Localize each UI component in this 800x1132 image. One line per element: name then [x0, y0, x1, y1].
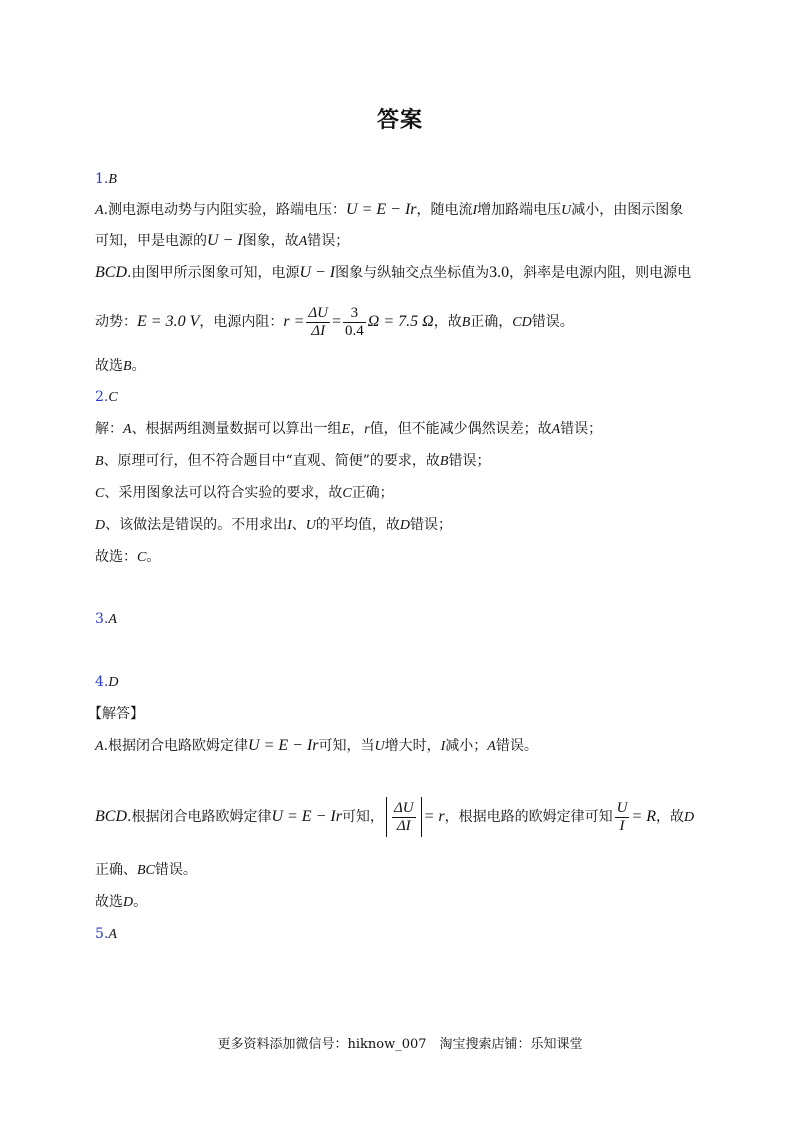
q4-header: [95, 673, 118, 692]
q2-header: [95, 388, 118, 407]
q4-line-1: A.根据闭合电路欧姆定律U = E − Ir可知，当U增大时，I减小；A错误。: [95, 737, 538, 754]
q4-line-4: 故选D。: [95, 894, 148, 910]
q5-answer: A: [108, 927, 117, 942]
q2-line-5: 故选：C。: [95, 549, 161, 565]
q3-number: 3.: [95, 611, 109, 627]
q5-header: [95, 925, 117, 944]
q4-line-3: 正确、BC错误。: [95, 862, 197, 878]
q2-answer: C: [108, 390, 118, 405]
q2-number: 2.: [95, 389, 109, 405]
q1-line-1: A.测电源电动势与内阻实验，路端电压：U = E − Ir，随电流I增加路端电压U减小，由图示图象: [95, 201, 684, 218]
q5-number: 5.: [95, 926, 109, 942]
absolute-value: $\frac{\Delta U}{\Delta I}$: [386, 797, 422, 837]
q4-number: 4.: [95, 674, 109, 690]
q2-line-3: C、采用图象法可以符合实验的要求，故C正确；: [95, 485, 394, 501]
q2-line-2: B、原理可行，但不符合题目中“直观、简便”的要求，故B错误；: [95, 453, 491, 469]
q3-answer: A: [108, 612, 117, 627]
q1-header: [95, 170, 117, 189]
formula-u-e-ir: U = E − Ir: [346, 201, 417, 218]
q1-line-5: 故选B。: [95, 358, 146, 374]
fraction-3-over-0.4: $\frac{3}{0.4}$: [345, 304, 364, 339]
q4-line-2: BCD.根据闭合电路欧姆定律U = E − Ir可知， $\frac{\Delta U}{\Delta I}$ = r，根据电路的欧姆定律可知 $\frac{U}{I}$ = R，故D: [95, 797, 694, 838]
q2-line-1: 解：A、根据两组测量数据可以算出一组E，r值，但不能减少偶然误差；故A错误；: [95, 421, 603, 437]
q2-line-4: D、该做法是错误的。不用求出I、U的平均值，故D错误；: [95, 517, 453, 533]
page-footer: 更多资料添加微信号：hiknow_007 淘宝搜索店铺：乐知课堂: [217, 1037, 583, 1052]
page-title: 答案: [376, 107, 423, 133]
q1-number: 1.: [95, 171, 109, 187]
q1-answer: B: [108, 172, 117, 187]
q1-line-2: 可知，甲是电源的U − I图象，故A错误；: [95, 232, 350, 249]
q3-header: [95, 610, 117, 629]
q1-line-3: BCD.由图甲所示图象可知，电源U − I图象与纵轴交点坐标值为3.0，斜率是电源内阻，则电源电: [95, 264, 692, 281]
q1-line-4: 动势：E = 3.0 V，电源内阻：r = $\frac{\Delta U}{\Delta I}$ = $\frac{3}{0.4}$ Ω = 7.5 Ω，故B正确，CD错误。: [95, 304, 574, 339]
q4-solution-header: 【解答】: [88, 706, 144, 722]
fraction-du-di: $\frac{\Delta U}{\Delta I}$: [308, 304, 329, 339]
q4-answer: D: [108, 675, 119, 690]
fraction-u-over-i: $\frac{U}{I}$: [616, 799, 628, 834]
